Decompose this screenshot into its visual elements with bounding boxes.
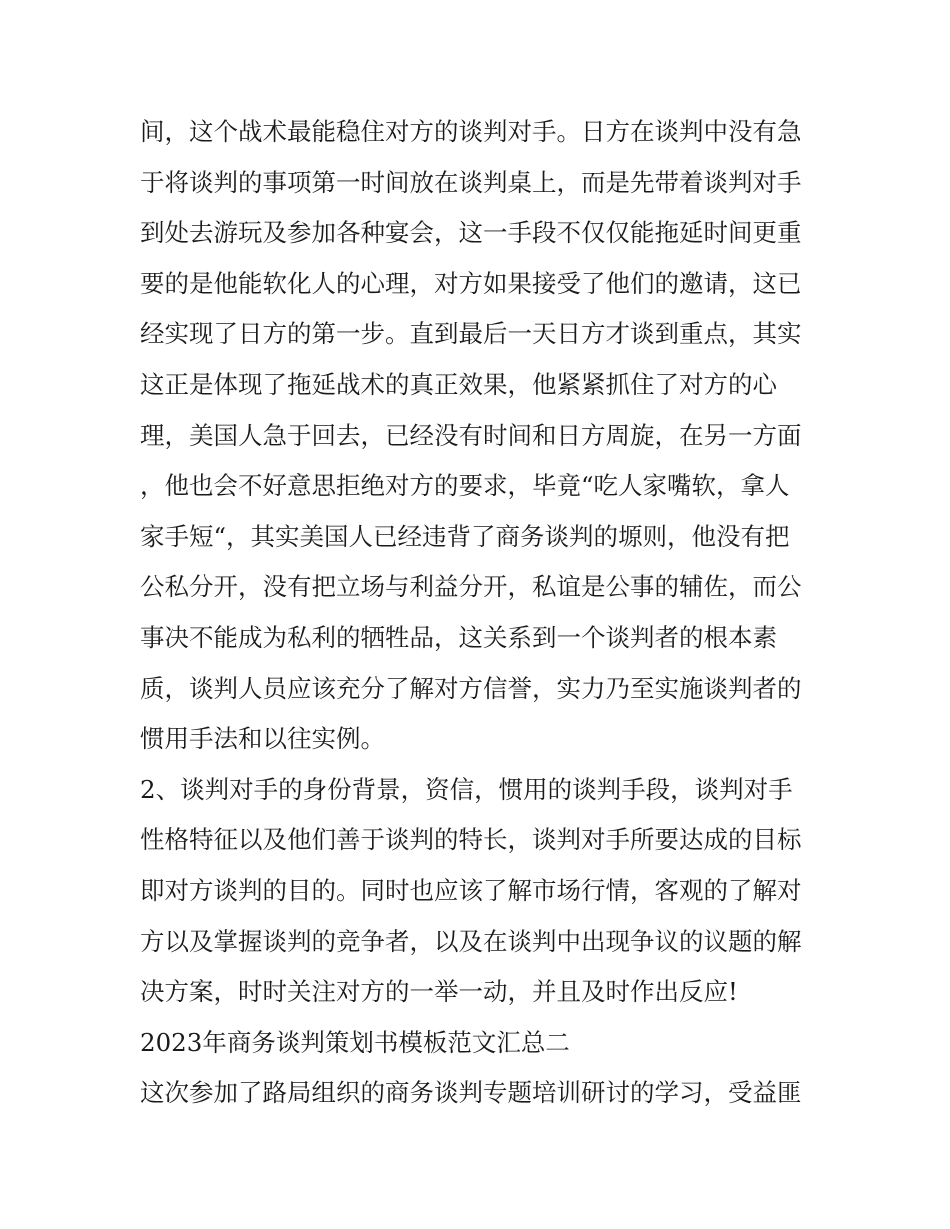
text-line: 这次参加了路局组织的商务谈判专题培训研讨的学习，受益匪 [140, 1078, 802, 1108]
document-body [140, 107, 820, 1119]
text-line: 理，美国人急于回去，已经没有时间和日方周旋，在另一方面 [140, 420, 802, 450]
text-line: 要的是他能软化人的心理，对方如果接受了他们的邀请，这已 [140, 268, 802, 298]
text-line: 即对方谈判的目的。同时也应该了解市场行情，客观的了解对 [140, 875, 802, 905]
text-line: 间，这个战术最能稳住对方的谈判对手。日方在谈判中没有急 [140, 117, 802, 146]
text-line: 惯用手法和以往实例。 [140, 724, 385, 754]
text-line: 家手短“，其实美国人已经违背了商务谈判的塬则，他没有把 [140, 521, 790, 551]
list-item-line: 2、谈判对手的身份背景，资信，惯用的谈判手段，谈判对手 [140, 774, 793, 804]
text-line: 质，谈判人员应该充分了解对方信誉，实力乃至实施谈判者的 [140, 673, 802, 703]
text-line: ，他也会不好意思拒绝对方的要求，毕竟“吃人家嘴软，拿人 [140, 471, 790, 501]
text-line: 方以及掌握谈判的竞争者，以及在谈判中出现争议的议题的解 [140, 926, 802, 956]
text-line: 决方案，时时关注对方的一举一动，并且及时作出反应! [140, 977, 738, 1007]
text-line: 经实现了日方的第一步。直到最后一天日方才谈到重点，其实 [140, 319, 802, 349]
text-line: 这正是体现了拖延战术的真正效果，他紧紧抓住了对方的心 [140, 369, 777, 399]
text-line: 事决不能成为私利的牺牲品，这关系到一个谈判者的根本素 [140, 622, 777, 652]
text-line: 于将谈判的事项第一时间放在谈判桌上，而是先带着谈判对手 [140, 167, 802, 197]
section-heading: 2023年商务谈判策划书模板范文汇总二 [140, 1027, 570, 1057]
text-line: 性格特征以及他们善于谈判的特长，谈判对手所要达成的目标 [140, 825, 802, 855]
text-line: 到处去游玩及参加各种宴会，这一手段不仅仅能拖延时间更重 [140, 218, 802, 248]
text-line: 公私分开，没有把立场与利益分开，私谊是公事的辅佐，而公 [140, 572, 802, 602]
